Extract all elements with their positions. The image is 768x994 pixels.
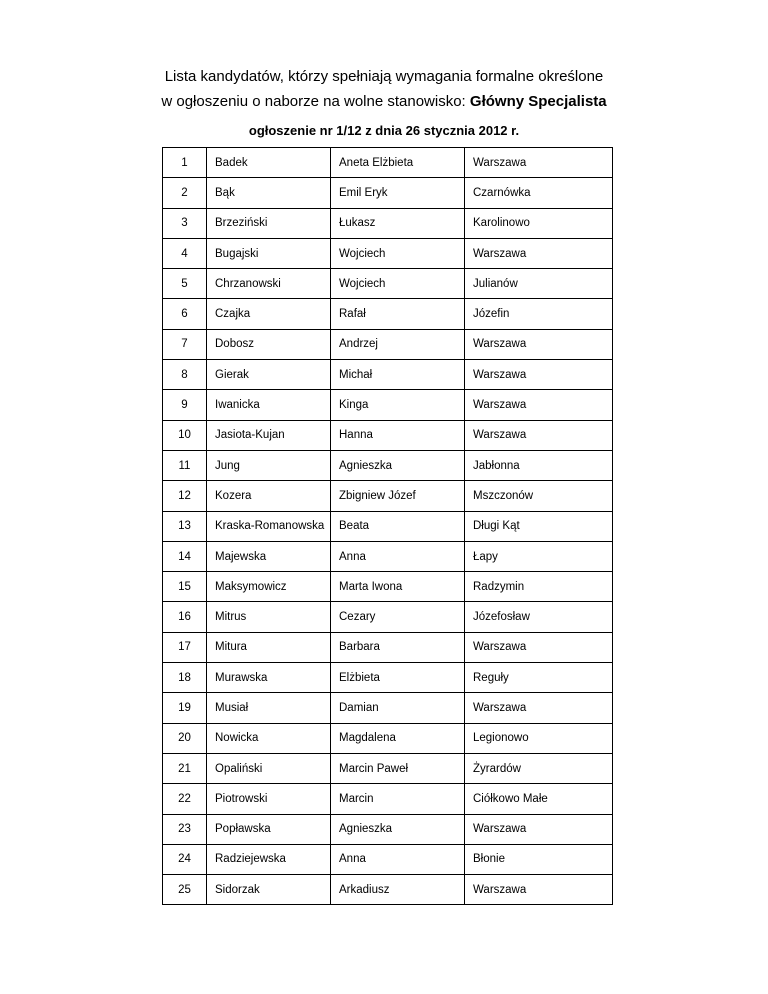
first-name-cell: Arkadiusz [331,875,465,905]
last-name-cell: Bąk [207,178,331,208]
first-name-cell: Rafał [331,299,465,329]
first-name-cell: Łukasz [331,208,465,238]
candidates-table [162,147,613,905]
city-cell: Łapy [465,541,613,571]
last-name-cell: Jasiota-Kujan [207,420,331,450]
table-row [163,723,613,753]
first-name-cell: Kinga [331,390,465,420]
city-cell: Ciółkowo Małe [465,784,613,814]
city-cell: Radzymin [465,572,613,602]
table-row [163,753,613,783]
row-number: 13 [163,511,207,541]
table-row [163,511,613,541]
first-name-cell: Marcin [331,784,465,814]
row-number: 8 [163,360,207,390]
city-cell: Warszawa [465,420,613,450]
first-name-cell: Damian [331,693,465,723]
table-row [163,784,613,814]
table-row [163,844,613,874]
row-number: 4 [163,238,207,268]
last-name-cell: Czajka [207,299,331,329]
city-cell: Józefin [465,299,613,329]
city-cell: Warszawa [465,390,613,420]
city-cell: Czarnówka [465,178,613,208]
row-number: 17 [163,632,207,662]
table-row [163,238,613,268]
city-cell: Żyrardów [465,753,613,783]
table-row [163,693,613,723]
first-name-cell: Elżbieta [331,663,465,693]
heading-line-2-prefix: w ogłoszeniu o naborze na wolne stanowisko: [161,93,470,110]
last-name-cell: Dobosz [207,329,331,359]
table-row [163,875,613,905]
city-cell: Karolinowo [465,208,613,238]
row-number: 20 [163,723,207,753]
last-name-cell: Gierak [207,360,331,390]
row-number: 15 [163,572,207,602]
first-name-cell: Barbara [331,632,465,662]
row-number: 23 [163,814,207,844]
last-name-cell: Kraska-Romanowska [207,511,331,541]
table-row [163,299,613,329]
last-name-cell: Maksymowicz [207,572,331,602]
first-name-cell: Agnieszka [331,450,465,480]
first-name-cell: Andrzej [331,329,465,359]
table-row [163,541,613,571]
table-row [163,420,613,450]
last-name-cell: Badek [207,148,331,178]
row-number: 25 [163,875,207,905]
city-cell: Długi Kąt [465,511,613,541]
table-row [163,178,613,208]
row-number: 1 [163,148,207,178]
last-name-cell: Mitura [207,632,331,662]
row-number: 24 [163,844,207,874]
first-name-cell: Hanna [331,420,465,450]
row-number: 16 [163,602,207,632]
last-name-cell: Majewska [207,541,331,571]
city-cell: Warszawa [465,814,613,844]
table-row [163,390,613,420]
city-cell: Jabłonna [465,450,613,480]
first-name-cell: Marcin Paweł [331,753,465,783]
position-title: Główny Specjalista [469,93,607,110]
first-name-cell: Emil Eryk [331,178,465,208]
first-name-cell: Anna [331,541,465,571]
first-name-cell: Aneta Elżbieta [331,148,465,178]
last-name-cell: Nowicka [207,723,331,753]
row-number: 5 [163,269,207,299]
table-row [163,450,613,480]
city-cell: Warszawa [465,693,613,723]
first-name-cell: Cezary [331,602,465,632]
city-cell: Warszawa [465,632,613,662]
row-number: 7 [163,329,207,359]
table-row [163,269,613,299]
city-cell: Warszawa [465,360,613,390]
row-number: 6 [163,299,207,329]
table-row [163,329,613,359]
row-number: 14 [163,541,207,571]
city-cell: Warszawa [465,238,613,268]
table-row [163,572,613,602]
candidates-table-body [163,148,613,905]
last-name-cell: Iwanicka [207,390,331,420]
row-number: 10 [163,420,207,450]
row-number: 22 [163,784,207,814]
announcement-reference: ogłoszenie nr 1/12 z dnia 26 stycznia 2012 r. [248,123,520,138]
first-name-cell: Wojciech [331,269,465,299]
row-number: 9 [163,390,207,420]
document-heading [0,64,768,114]
row-number: 18 [163,663,207,693]
city-cell: Warszawa [465,329,613,359]
heading-line-2 [0,89,768,114]
first-name-cell: Anna [331,844,465,874]
city-cell: Legionowo [465,723,613,753]
last-name-cell: Chrzanowski [207,269,331,299]
city-cell: Reguły [465,663,613,693]
table-row [163,208,613,238]
row-number: 12 [163,481,207,511]
table-row [163,632,613,662]
first-name-cell: Magdalena [331,723,465,753]
row-number: 21 [163,753,207,783]
table-row [163,814,613,844]
row-number: 3 [163,208,207,238]
city-cell: Warszawa [465,148,613,178]
heading-line-1: Lista kandydatów, którzy spełniają wymagania formalne określone [164,68,604,85]
last-name-cell: Jung [207,450,331,480]
first-name-cell: Agnieszka [331,814,465,844]
last-name-cell: Kozera [207,481,331,511]
last-name-cell: Radziejewska [207,844,331,874]
table-row [163,481,613,511]
row-number: 11 [163,450,207,480]
city-cell: Warszawa [465,875,613,905]
city-cell: Mszczonów [465,481,613,511]
table-row [163,602,613,632]
first-name-cell: Wojciech [331,238,465,268]
last-name-cell: Popławska [207,814,331,844]
city-cell: Julianów [465,269,613,299]
first-name-cell: Marta Iwona [331,572,465,602]
last-name-cell: Murawska [207,663,331,693]
first-name-cell: Beata [331,511,465,541]
row-number: 2 [163,178,207,208]
table-row [163,148,613,178]
city-cell: Błonie [465,844,613,874]
row-number: 19 [163,693,207,723]
first-name-cell: Michał [331,360,465,390]
last-name-cell: Opaliński [207,753,331,783]
first-name-cell: Zbigniew Józef [331,481,465,511]
last-name-cell: Bugajski [207,238,331,268]
last-name-cell: Brzeziński [207,208,331,238]
last-name-cell: Mitrus [207,602,331,632]
table-row [163,663,613,693]
last-name-cell: Sidorzak [207,875,331,905]
table-row [163,360,613,390]
last-name-cell: Musiał [207,693,331,723]
city-cell: Józefosław [465,602,613,632]
last-name-cell: Piotrowski [207,784,331,814]
